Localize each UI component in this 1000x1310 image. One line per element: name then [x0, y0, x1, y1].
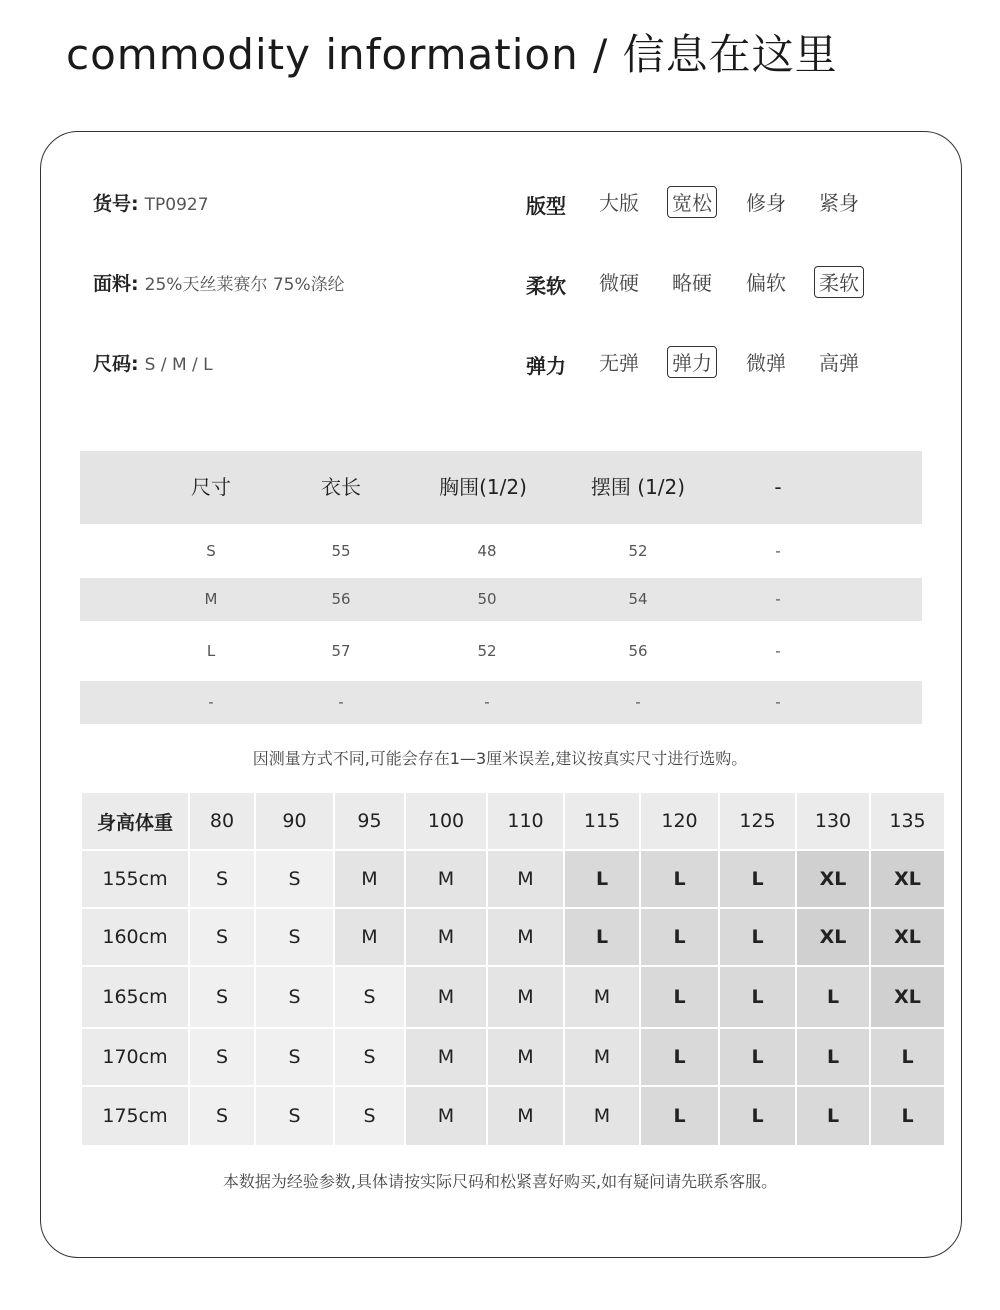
fit-grid-header-row [81, 792, 945, 850]
fabric-line [93, 269, 345, 296]
fit-size-cell: L [640, 1086, 719, 1146]
fit-size-cell: L [719, 1028, 796, 1086]
size-table-header-cell: - [774, 475, 782, 499]
fit-size-cell: M [405, 908, 487, 966]
fit-size-cell: L [870, 1028, 945, 1086]
size-table-cell: 54 [628, 590, 648, 608]
fit-size-cell: S [189, 966, 255, 1028]
size-table-cell: M [204, 590, 218, 608]
weight-header: 125 [719, 792, 796, 850]
attribute-label: 柔软 [526, 274, 566, 298]
fit-size-cell: XL [796, 850, 870, 908]
weight-header: 120 [640, 792, 719, 850]
weight-header: 80 [189, 792, 255, 850]
fit-grid-corner: 身高体重 [81, 792, 189, 850]
size-table-row [80, 524, 922, 578]
size-table-cell: 57 [331, 642, 351, 660]
fit-size-cell: M [405, 966, 487, 1028]
size-table-cell: L [206, 642, 216, 660]
fit-grid-row [81, 1086, 945, 1146]
size-table-cell: 56 [331, 590, 351, 608]
size-table-cell: - [484, 693, 490, 711]
attribute-option: 修身 [746, 191, 786, 215]
fit-grid-row [81, 966, 945, 1028]
fit-size-cell: S [189, 1028, 255, 1086]
attribute-option-selected: 柔软 [814, 266, 864, 298]
height-header: 175cm [81, 1086, 189, 1146]
size-line [93, 349, 213, 376]
fit-size-cell: L [870, 1086, 945, 1146]
fit-size-cell: L [640, 908, 719, 966]
fit-size-cell: M [487, 1086, 564, 1146]
size-table [80, 451, 922, 724]
size-value: S / M / L [144, 355, 213, 375]
fit-size-cell: M [564, 1028, 640, 1086]
fit-size-cell: XL [870, 850, 945, 908]
attribute-option: 紧身 [819, 191, 859, 215]
size-table-cell: 55 [331, 542, 351, 560]
size-table-cell: - [775, 590, 781, 608]
size-table-row [80, 681, 922, 724]
fit-size-cell: S [255, 966, 334, 1028]
size-table-cell: - [635, 693, 641, 711]
fit-size-cell: M [564, 966, 640, 1028]
fit-size-cell: M [487, 850, 564, 908]
item-number-value: TP0927 [144, 195, 209, 215]
size-table-cell: - [775, 542, 781, 560]
weight-header: 135 [870, 792, 945, 850]
fit-size-cell: S [189, 908, 255, 966]
fit-size-cell: L [796, 1028, 870, 1086]
fit-size-cell: S [189, 850, 255, 908]
size-table-header [80, 451, 922, 524]
weight-header: 110 [487, 792, 564, 850]
attribute-option: 微硬 [599, 271, 639, 295]
size-table-header-cell: 衣长 [321, 475, 361, 499]
fit-size-cell: M [334, 850, 405, 908]
attribute-option: 高弹 [819, 351, 859, 375]
fit-size-cell: M [405, 1028, 487, 1086]
fit-size-cell: M [334, 908, 405, 966]
weight-header: 90 [255, 792, 334, 850]
fabric-value: 25%天丝莱赛尔 75%涤纶 [144, 275, 345, 295]
fabric-label: 面料: [93, 273, 139, 295]
size-table-cell: 52 [628, 542, 648, 560]
page-title: commodity information / 信息在这里 [66, 30, 838, 79]
size-table-row [80, 578, 922, 621]
fit-size-cell: XL [796, 908, 870, 966]
attribute-option-selected: 弹力 [667, 346, 717, 378]
fit-size-cell: L [564, 908, 640, 966]
weight-header: 130 [796, 792, 870, 850]
size-table-cell: S [206, 542, 216, 560]
item-number-line [93, 189, 209, 216]
fit-size-cell: L [796, 966, 870, 1028]
weight-header: 100 [405, 792, 487, 850]
attribute-label: 弹力 [526, 354, 566, 378]
fit-size-cell: S [334, 966, 405, 1028]
size-table-cell: - [208, 693, 214, 711]
fit-size-cell: S [334, 1028, 405, 1086]
size-table-cell: - [775, 642, 781, 660]
attribute-option: 偏软 [746, 271, 786, 295]
fit-size-cell: S [255, 1028, 334, 1086]
size-table-cell: 48 [477, 542, 497, 560]
fit-size-cell: L [719, 850, 796, 908]
size-table-cell: 50 [477, 590, 497, 608]
fit-size-cell: M [405, 850, 487, 908]
attribute-option-selected: 宽松 [667, 186, 717, 218]
measurement-note: 因测量方式不同,可能会存在1—3厘米误差,建议按真实尺寸进行选购。 [252, 749, 748, 768]
fit-size-cell: S [189, 1086, 255, 1146]
fit-size-cell: L [719, 1086, 796, 1146]
attribute-option: 略硬 [672, 271, 712, 295]
attribute-option: 大版 [599, 191, 639, 215]
footer-note: 本数据为经验参数,具体请按实际尺码和松紧喜好购买,如有疑问请先联系客服。 [222, 1172, 778, 1191]
fit-size-cell: M [487, 1028, 564, 1086]
fit-recommendation-grid [80, 791, 946, 1147]
attribute-label: 版型 [526, 194, 566, 218]
size-table-header-cell: 尺寸 [191, 475, 231, 499]
fit-size-cell: L [564, 850, 640, 908]
fit-size-cell: S [334, 1086, 405, 1146]
height-header: 165cm [81, 966, 189, 1028]
fit-size-cell: M [564, 1086, 640, 1146]
fit-size-cell: L [640, 966, 719, 1028]
size-table-header-cell: 胸围(1/2) [439, 475, 527, 499]
fit-size-cell: L [719, 908, 796, 966]
size-table-header-cell: 摆围 (1/2) [590, 475, 686, 499]
fit-size-cell: XL [870, 966, 945, 1028]
fit-size-cell: M [487, 908, 564, 966]
height-header: 160cm [81, 908, 189, 966]
fit-grid-row [81, 908, 945, 966]
weight-header: 95 [334, 792, 405, 850]
fit-size-cell: L [719, 966, 796, 1028]
fit-size-cell: L [640, 1028, 719, 1086]
height-header: 170cm [81, 1028, 189, 1086]
size-table-cell: 56 [628, 642, 648, 660]
fit-size-cell: M [487, 966, 564, 1028]
fit-size-cell: L [640, 850, 719, 908]
size-table-cell: 52 [477, 642, 497, 660]
fit-size-cell: S [255, 850, 334, 908]
fit-size-cell: XL [870, 908, 945, 966]
fit-grid-row [81, 850, 945, 908]
fit-size-cell: M [405, 1086, 487, 1146]
attribute-option: 微弹 [746, 351, 786, 375]
height-header: 155cm [81, 850, 189, 908]
fit-size-cell: L [796, 1086, 870, 1146]
attribute-option: 无弹 [599, 351, 639, 375]
weight-header: 115 [564, 792, 640, 850]
size-table-row [80, 621, 922, 681]
item-number-label: 货号: [93, 193, 139, 215]
fit-grid-row [81, 1028, 945, 1086]
size-table-cell: - [338, 693, 344, 711]
fit-size-cell: S [255, 908, 334, 966]
size-label: 尺码: [93, 353, 139, 375]
fit-size-cell: S [255, 1086, 334, 1146]
size-table-cell: - [775, 693, 781, 711]
